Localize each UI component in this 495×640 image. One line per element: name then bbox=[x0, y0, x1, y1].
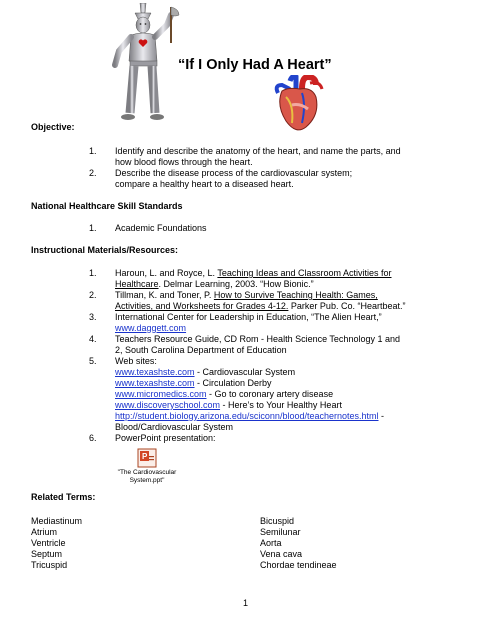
site-link-4[interactable]: www.discoveryschool.com bbox=[115, 400, 221, 410]
term: Tricuspid bbox=[31, 560, 68, 570]
svg-text:P: P bbox=[142, 452, 148, 461]
term: Bicuspid bbox=[260, 516, 295, 526]
related-heading: Related Terms: bbox=[31, 492, 96, 502]
term: Aorta bbox=[260, 538, 282, 548]
anatomical-heart-image bbox=[272, 75, 324, 135]
site-link-1[interactable]: www.texashste.com bbox=[115, 367, 195, 377]
term: Chordae tendineae bbox=[260, 560, 337, 570]
tin-man-image bbox=[85, 3, 181, 123]
term: Mediastinum bbox=[31, 516, 83, 526]
materials-heading: Instructional Materials/Resources: bbox=[31, 245, 179, 255]
site-link-5[interactable]: http://student.biology.arizona.edu/sciconn/blood/teachernotes.html bbox=[115, 411, 379, 421]
page-number: 1 bbox=[243, 598, 249, 608]
term: Septum bbox=[31, 549, 63, 559]
daggett-link[interactable]: www.daggett.com bbox=[115, 323, 187, 333]
site-link-3[interactable]: www.micromedics.com bbox=[115, 389, 207, 399]
term: Vena cava bbox=[260, 549, 303, 559]
term: Semilunar bbox=[260, 527, 301, 537]
related-terms-col1 bbox=[31, 516, 82, 571]
objective-heading: Objective: bbox=[31, 122, 75, 132]
site-link-2[interactable]: www.texashste.com bbox=[115, 378, 195, 388]
standards-heading: National Healthcare Skill Standards bbox=[31, 201, 183, 211]
page-title: “If I Only Had A Heart” bbox=[178, 57, 332, 73]
term: Atrium bbox=[31, 527, 58, 537]
related-terms-col2 bbox=[260, 516, 337, 571]
term: Ventricle bbox=[31, 538, 66, 548]
powerpoint-file-icon bbox=[137, 448, 157, 468]
